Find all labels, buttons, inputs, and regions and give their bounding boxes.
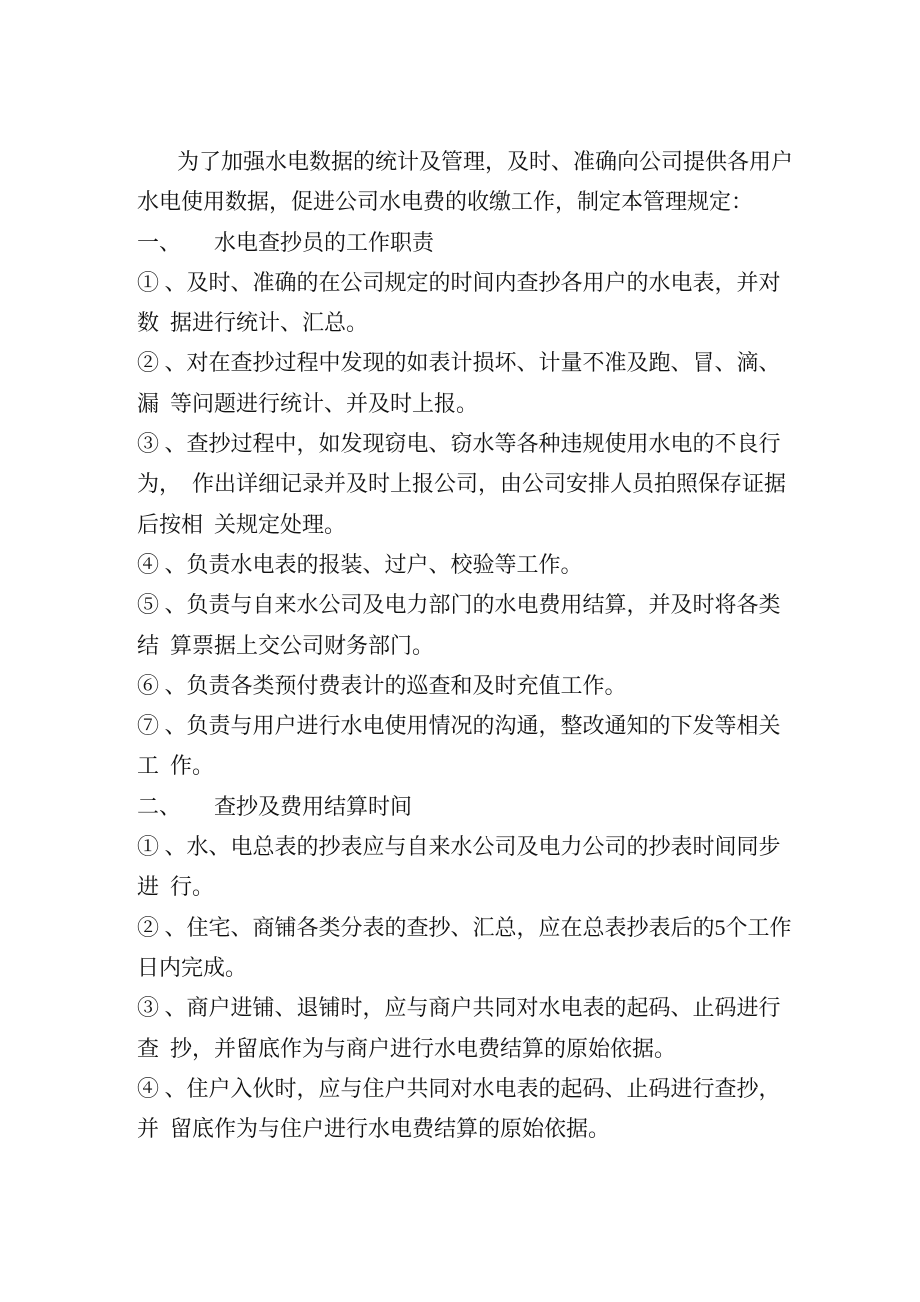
intro-paragraph-line: 水电使用数据，促进公司水电费的收缴工作，制定本管理规定： — [137, 189, 754, 215]
intro-paragraph-line: 为了加强水电数据的统计及管理，及时、准确向公司提供各用户 — [177, 149, 794, 174]
document-body — [137, 142, 797, 1149]
list-item: ① 、水、电总表的抄表应与自来水公司及电力公司的抄表时间同步 — [137, 834, 781, 860]
list-item: ② 、住宅、商铺各类分表的查抄、汇总，应在总表抄表后的5个工作 — [137, 914, 792, 940]
list-item: ② 、对在查抄过程中发现的如表计损坏、计量不准及跑、冒、滴、 — [137, 350, 781, 376]
list-item-continuation: 日内完成。 — [137, 954, 248, 980]
list-item: ⑥ 、负责各类预付费表计的巡查和及时充值工作。 — [137, 672, 627, 698]
list-item-continuation: 工 作。 — [137, 753, 215, 779]
list-item-continuation: 后按相 关规定处理。 — [137, 511, 347, 537]
list-item-continuation: 为， 作出详细记录并及时上报公司，由公司安排人员拍照保存证据 — [137, 471, 787, 497]
section-heading: 二、 查抄及费用结算时间 — [137, 793, 413, 819]
list-item: ① 、及时、准确的在公司规定的时间内查抄各用户的水电表，并对 — [137, 269, 781, 295]
list-item-continuation: 结 算票据上交公司财务部门。 — [137, 632, 435, 658]
list-item-continuation: 进 行。 — [137, 874, 215, 900]
list-item-continuation: 漏 等问题进行统计、并及时上报。 — [137, 390, 479, 416]
list-item-continuation: 查 抄，并留底作为与商户进行水电费结算的原始依据。 — [137, 1035, 677, 1061]
section-heading: 一、 水电查抄员的工作职责 — [137, 229, 435, 255]
list-item: ④ 、住户入伙时，应与住户共同对水电表的起码、止码进行查抄， — [137, 1075, 781, 1101]
list-item: ⑦ 、负责与用户进行水电使用情况的沟通，整改通知的下发等相关 — [137, 713, 781, 739]
list-item: ⑤ 、负责与自来水公司及电力部门的水电费用结算，并及时将各类 — [137, 592, 781, 618]
list-item: ③ 、商户进铺、退铺时，应与商户共同对水电表的起码、止码进行 — [137, 995, 781, 1021]
list-item: ④ 、负责水电表的报装、过户、校验等工作。 — [137, 551, 583, 577]
list-item: ③ 、查抄过程中，如发现窃电、窃水等各种违规使用水电的不良行 — [137, 431, 781, 457]
list-item-continuation: 并 留底作为与住户进行水电费结算的原始依据。 — [137, 1116, 611, 1142]
list-item-continuation: 数 据进行统计、汇总。 — [137, 310, 369, 336]
